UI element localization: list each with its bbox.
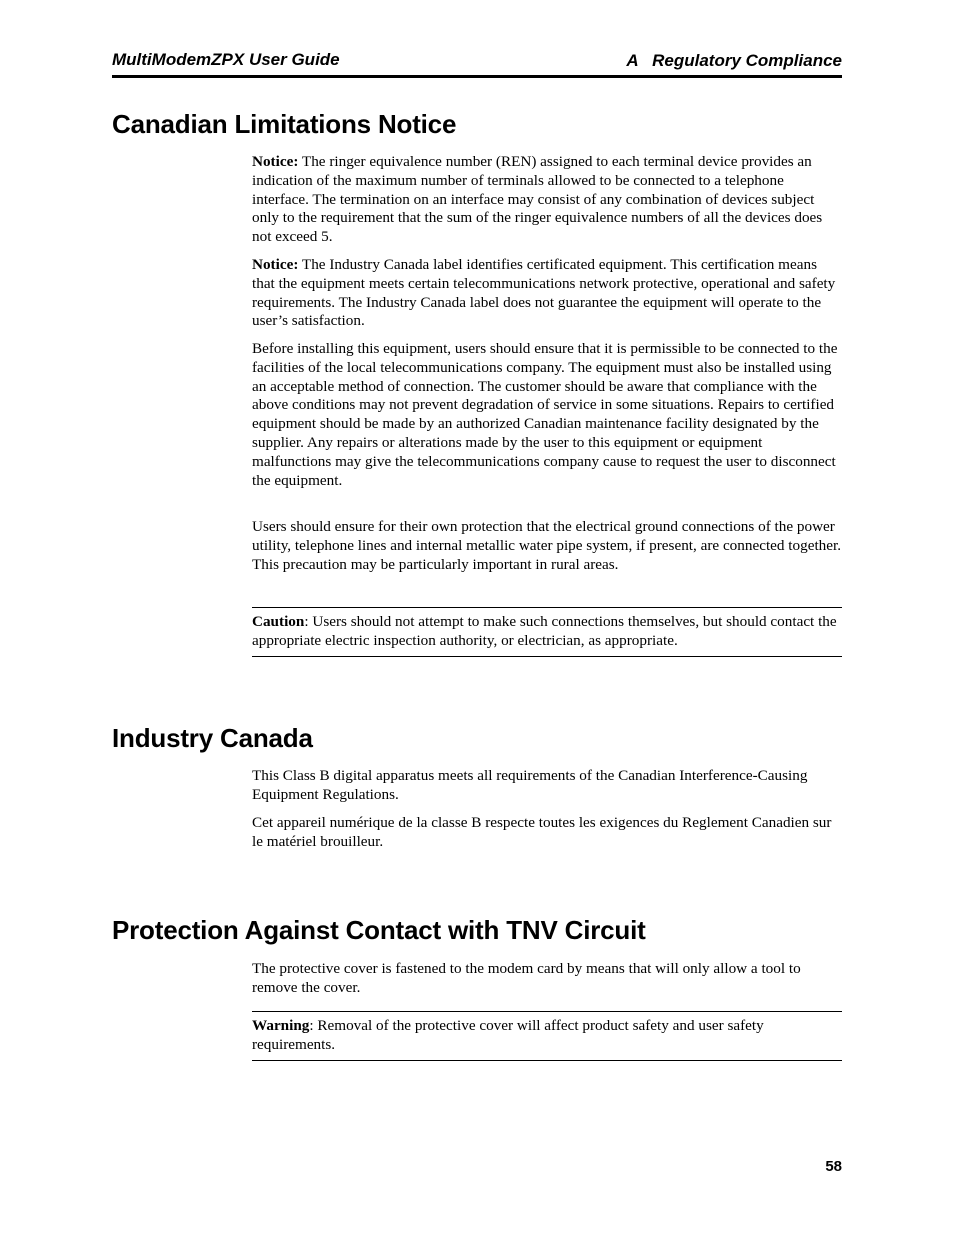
heading-tnv-protection: Protection Against Contact with TNV Circuit xyxy=(112,915,646,945)
caution-bottom-rule xyxy=(252,656,842,657)
heading-industry-canada: Industry Canada xyxy=(112,723,313,753)
header-chapter-title: A Regulatory Compliance xyxy=(626,51,842,70)
ground-connection-paragraph: Users should ensure for their own protection that the electrical ground connections of the power utility, telephone lines and internal metallic water pipe system, if present, are connected together. This precaution may be particularly important in rural areas. xyxy=(252,518,842,573)
notice-label: Notice: xyxy=(252,153,299,170)
industry-english-paragraph: This Class B digital apparatus meets all requirements of the Canadian Interference-Causing Equipment Regulations. xyxy=(252,767,808,803)
header-guide-title: MultiModemZPX User Guide xyxy=(112,50,340,69)
caution-label: Caution xyxy=(252,613,305,630)
notice-ren-text: The ringer equivalence number (REN) assigned to each terminal device provides an indication of the maximum number of terminals allowed to be connected to a telephone interface. The termination on an interface may consist of any combination of devices subject only to the requirement that the sum of the ringer equivalence numbers of all the devices does not exceed 5. xyxy=(252,153,823,246)
notice-label: Notice: xyxy=(252,256,299,273)
page-number: 58 xyxy=(825,1158,842,1175)
installation-paragraph: Before installing this equipment, users should ensure that it is permissible to be connected to the facilities of the local telecommunications company. The equipment must also be installed using an acceptable method of connection. The customer should be aware that compliance with the above conditions may not prevent degradation of service in some situations. Repairs to certified equipment should be made by an authorized Canadian maintenance facility designated by the supplier. Any repairs or alterations made by the user to this equipment or equipment malfunctions may give the telecommunications company cause to request the user to disconnect the equipment. xyxy=(252,340,838,489)
warning-text: : Removal of the protective cover will affect product safety and user safety requirements. xyxy=(252,1017,764,1053)
protective-cover-paragraph: The protective cover is fastened to the modem card by means that will only allow a tool to remove the cover. xyxy=(252,960,801,996)
industry-french-paragraph: Cet appareil numérique de la classe B respecte toutes les exigences du Reglement Canadien sur le matériel brouilleur. xyxy=(252,814,832,850)
caution-text: : Users should not attempt to make such connections themselves, but should contact the appropriate electric inspection authority, or electrician, as appropriate. xyxy=(252,613,837,649)
warning-bottom-rule xyxy=(252,1060,842,1061)
warning-label: Warning xyxy=(252,1017,310,1034)
notice-label-paragraph xyxy=(252,256,842,331)
heading-canadian-limitations: Canadian Limitations Notice xyxy=(112,109,457,139)
caution-paragraph xyxy=(252,613,842,651)
running-header xyxy=(112,48,842,78)
caution-top-rule xyxy=(252,607,842,608)
warning-top-rule xyxy=(252,1011,842,1012)
warning-paragraph xyxy=(252,1017,842,1055)
notice-ren-paragraph xyxy=(252,153,842,247)
notice-industry-label-text: The Industry Canada label identifies certificated equipment. This certification means that the equipment meets certain telecommunications network protective, operational and safety requirements. The Industry Canada label does not guarantee the equipment will operate to the user’s satisfaction. xyxy=(252,256,836,330)
